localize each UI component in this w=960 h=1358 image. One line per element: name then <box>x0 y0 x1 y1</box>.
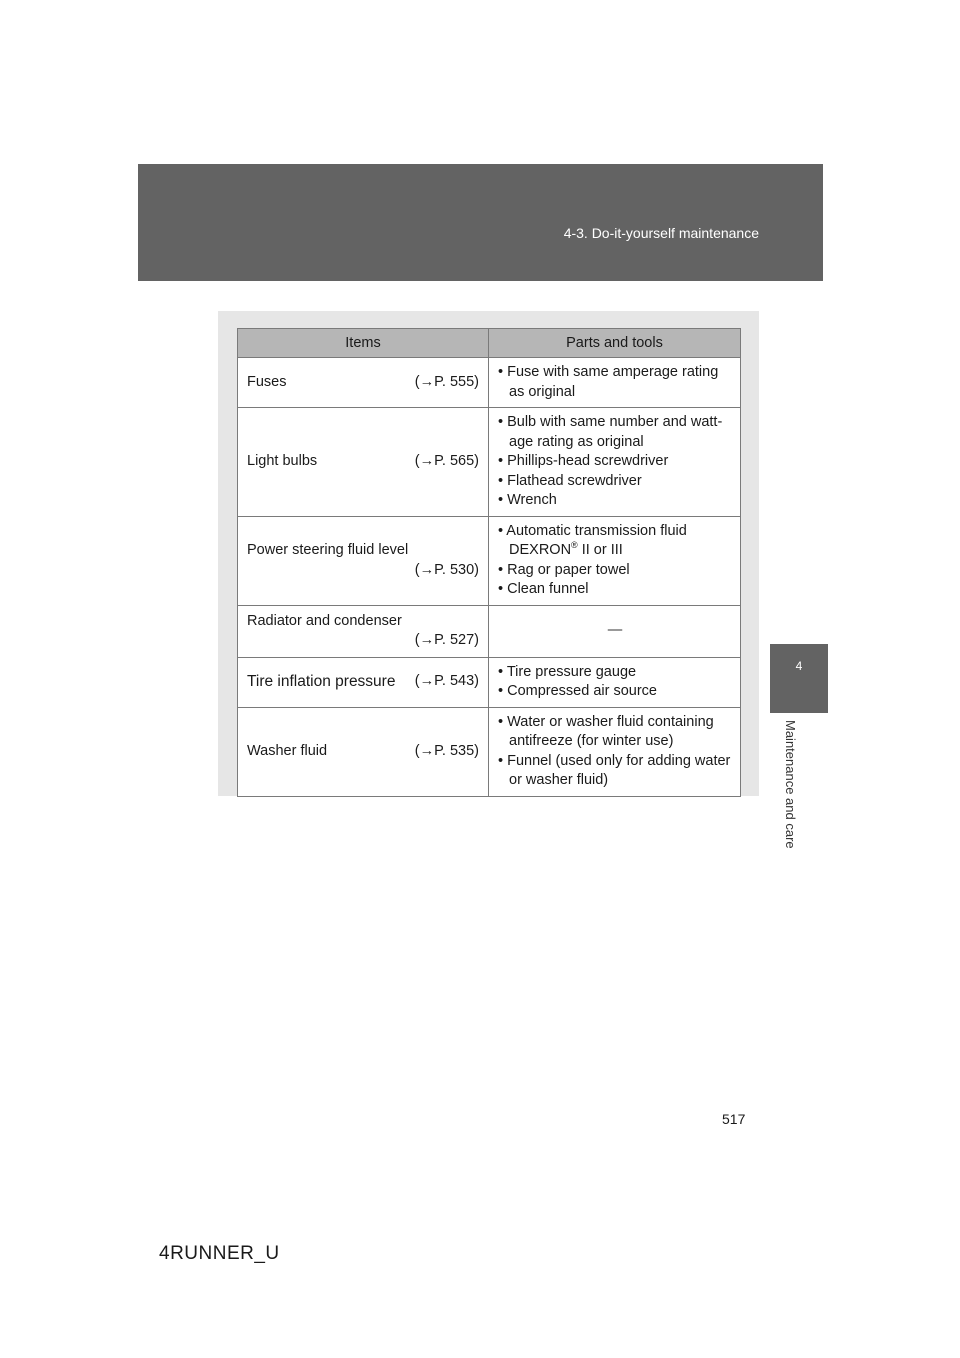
table-row <box>238 358 741 408</box>
parts-cell <box>489 408 741 517</box>
page-reference: (→P. 527) <box>414 632 479 648</box>
column-header-parts: Parts and tools <box>489 329 741 358</box>
page-reference: (→P. 565) <box>414 453 479 469</box>
item-name: Fuses <box>247 373 287 390</box>
chapter-tab <box>770 644 828 713</box>
document-code: 4RUNNER_U <box>159 1243 280 1264</box>
list-item: • Clean funnel <box>498 581 589 597</box>
table-row <box>238 516 741 605</box>
list-item: • Rag or paper towel <box>498 561 630 578</box>
list-item: • Bulb with same number and watt-age rating as original <box>498 414 723 450</box>
item-cell <box>238 358 489 408</box>
header-band <box>138 164 823 281</box>
page-reference: (→P. 535) <box>414 742 479 759</box>
page-reference: (→P. 543) <box>414 673 479 690</box>
list-item: • Fuse with same amperage rating as original <box>498 364 719 400</box>
item-cell <box>238 408 489 517</box>
item-cell <box>238 516 489 605</box>
list-item: • Funnel (used only for adding water or washer fluid) <box>498 752 731 788</box>
item-cell <box>238 657 489 707</box>
page-reference: (→P. 555) <box>414 373 479 390</box>
list-item-text: • Automatic transmission fluid DEXRON <box>498 522 687 558</box>
table-row <box>238 707 741 796</box>
list-item: • Compressed air source <box>498 683 657 699</box>
table-row <box>238 657 741 707</box>
item-cell <box>238 605 489 657</box>
chapter-label: Maintenance and care <box>783 720 798 849</box>
list-item-text: II or III <box>577 542 623 558</box>
parts-cell <box>489 516 741 605</box>
table-row <box>238 605 741 657</box>
parts-cell <box>489 605 741 657</box>
list-item: • Water or washer fluid containing antifreeze (for winter use) <box>498 713 714 749</box>
page-number: 517 <box>722 1111 746 1127</box>
item-name: Washer fluid <box>247 742 328 759</box>
item-name: Light bulbs <box>247 453 318 469</box>
item-name: Radiator and condenser <box>247 612 402 629</box>
list-item: • Phillips-head screwdriver <box>498 453 669 469</box>
dash-icon: — <box>607 622 623 639</box>
list-item: • Wrench <box>498 492 557 508</box>
list-item: • Flathead screwdriver <box>498 472 642 489</box>
item-name: Tire inflation pressure <box>247 673 396 691</box>
list-item <box>498 522 732 561</box>
list-item: • Tire pressure gauge <box>498 663 637 680</box>
parts-cell <box>489 707 741 796</box>
column-header-items: Items <box>238 329 489 358</box>
parts-cell <box>489 657 741 707</box>
parts-cell <box>489 358 741 408</box>
parts-table <box>237 328 741 797</box>
table-header-row <box>238 329 741 358</box>
item-name: Power steering fluid level <box>247 542 409 558</box>
items-panel <box>218 311 759 796</box>
chapter-number: 4 <box>795 659 803 673</box>
table-row <box>238 408 741 517</box>
section-title: 4-3. Do-it-yourself maintenance <box>563 225 759 241</box>
page-reference: (→P. 530) <box>414 561 479 578</box>
item-cell <box>238 707 489 796</box>
registered-mark: ® <box>571 540 578 551</box>
